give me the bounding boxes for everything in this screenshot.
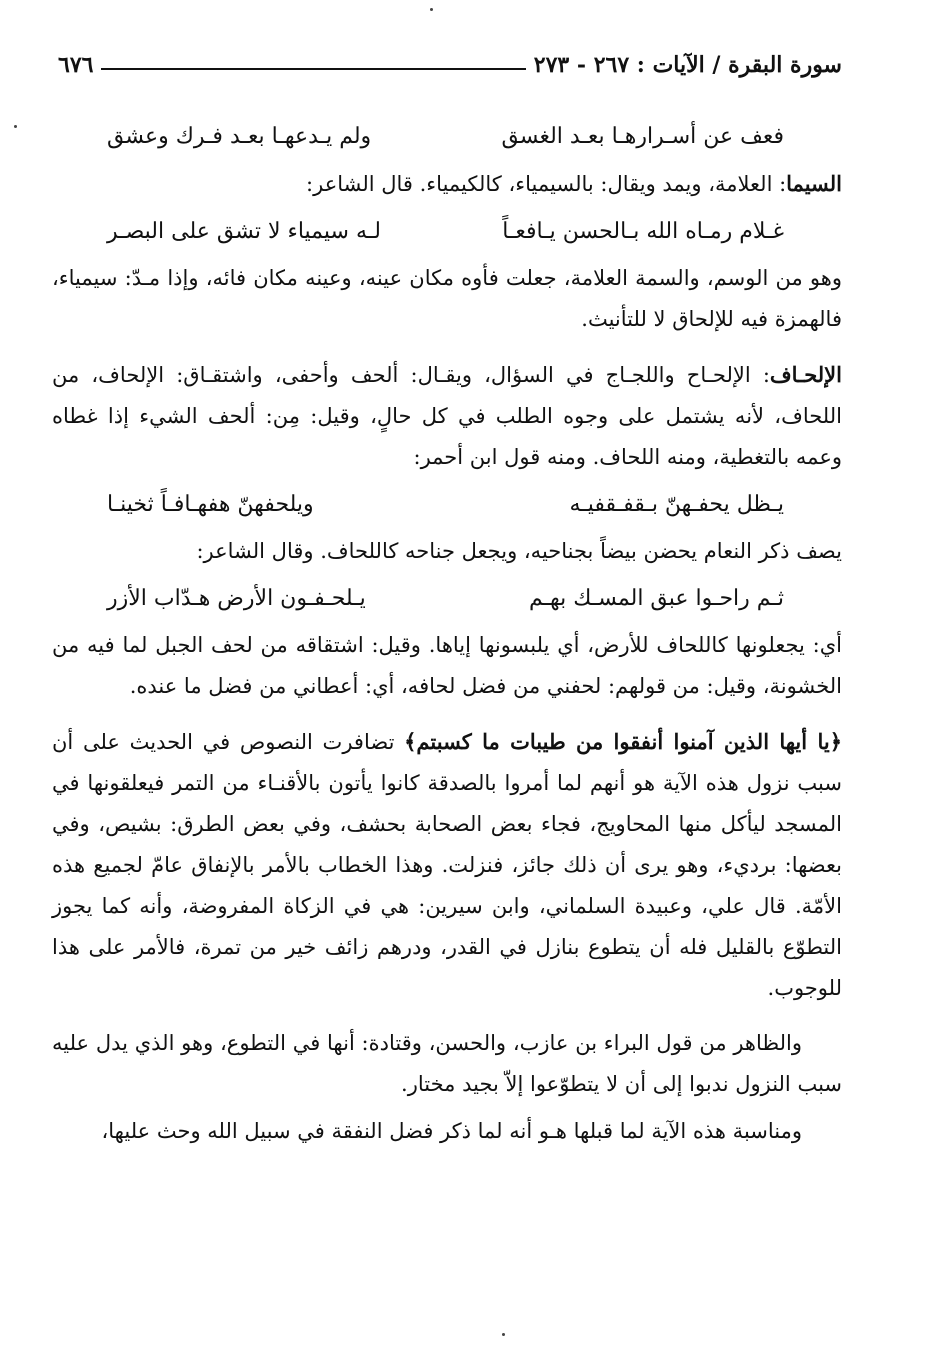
paragraph-munasaba: ومناسبة هذه الآية لما قبلها هـو أنه لما ذكر فضل النفقة في سبيل الله وحث عليها، [101, 1119, 802, 1143]
definition-text: : الإلحـاح واللجـاج في السؤال، ويقـال: ألحف وأحفى، واشتقـاق: الإلحاف، من اللحاف، لأنه يشتمل على وجوه الطلب في كل حالٍ، وقيل: مِن: ألحف الشيء إذا غطاه وعمه بالتغطية، ومنه اللحاف. ومنه قول ابن أحمر: [52, 363, 842, 469]
paragraph-explanation: أي: يجعلونها كاللحاف للأرض، أي يلبسونها إياها. وقيل: اشتقاقه من لحف الجبل لما فيه من الخشونة، وقيل: من قولهم: لحفني من فضل لحافه، أي: أعطاني من فضل ما عنده. [52, 633, 842, 698]
verse-first-hemistich: ثـم راحـوا عبق المسـك بهـم [528, 586, 784, 611]
running-header [58, 38, 842, 78]
verse-second-hemistich: لـه سيمياء لا تشق على البصـر [107, 219, 381, 244]
verse-second-hemistich: ويلحفهنّ هفهـافـاً ثخينـا [107, 492, 314, 517]
verse-first-hemistich: يـظل يحفـهنّ بـقفـقفيـه [569, 492, 784, 517]
paragraph-ayah-commentary [52, 721, 842, 1009]
paragraph-wasm: وهو من الوسم، والسمة العلامة، جعلت فأوه مكان عينه، وعينه مكان فائه، وإذا مـدّ: سيمياء، فالهمزة فيه للإلحاق لا للتأنيث. [52, 266, 842, 331]
poetry-verse [52, 116, 842, 157]
page-body [52, 110, 842, 1158]
paragraph-zahir: والظاهر من قول البراء بن عازب، والحسن، وقتادة: أنها في التطوع، وهو الذي يدل عليه سبب النزول ندبوا إلى أن لا يتطوّعوا إلاّ بجيد مختار. [52, 1031, 842, 1096]
scan-speck [430, 8, 433, 11]
verse-first-hemistich: غـلام رمـاه الله بـالحسن يـافعـاً [502, 219, 784, 244]
verse-first-hemistich: فعف عن أسـرارهـا بعـد الغسق [501, 124, 784, 149]
scan-speck [14, 125, 17, 128]
term-sima: السيما [786, 171, 842, 196]
poetry-verse [52, 578, 842, 619]
commentary-text: تضافرت النصوص في الحديث على أن سبب نزول هذه الآية هو أنهم لما أمروا بالصدقة كانوا يأتون بالأقنـاء من التمر فيعلقونها في المسجد ليأكل منها المحاويج، فجاء بعض الصحابة بحشف، وفي بعض الطرق: بشيص، وفي بعضها: برديء، وهو يرى أن ذلك جائز، فنزلت. وهذا الخطاب بالأمر بالإنفاق عامّ لجميع هذه الأمّة. قال علي، وعبيدة السلماني، وابن سيرين: هي في الزكاة المفروضة، وأنه كما يجوز التطوّع بالقليل فله أن يتطوع بنازل في القدر، ودرهم زائف خير من تمرة، فالأمر على هذا للوجوب. [52, 730, 842, 1000]
page-number: ٦٧٦ [58, 52, 94, 78]
verse-second-hemistich: ولم يـدعهـا بعـد فـرك وعشق [107, 124, 372, 149]
quranic-quote: ﴿يا أيها الذين آمنوا أنفقوا من طيبات ما كسبتم﴾ [404, 729, 842, 754]
definition-sima [52, 163, 842, 205]
header-rule [101, 68, 525, 70]
paragraph-naam: يصف ذكر النعام يحضن بيضاً بجناحيه، ويجعل جناحه كاللحاف. وقال الشاعر: [196, 539, 842, 563]
scan-speck [502, 1333, 505, 1336]
poetry-verse [52, 484, 842, 525]
poetry-verse [52, 211, 842, 252]
term-ilhaf: الإلحـاف [769, 362, 842, 387]
definition-text: : العلامة، ويمد ويقال: بالسيمياء، كالكيمياء. قال الشاعر: [306, 172, 787, 196]
verse-second-hemistich: يـلحـفـون الأرض هـدّاب الأزر [107, 586, 366, 611]
header-title: سورة البقرة / الآيات : ٢٦٧ - ٢٧٣ [533, 52, 842, 78]
definition-ilhaf [52, 354, 842, 478]
